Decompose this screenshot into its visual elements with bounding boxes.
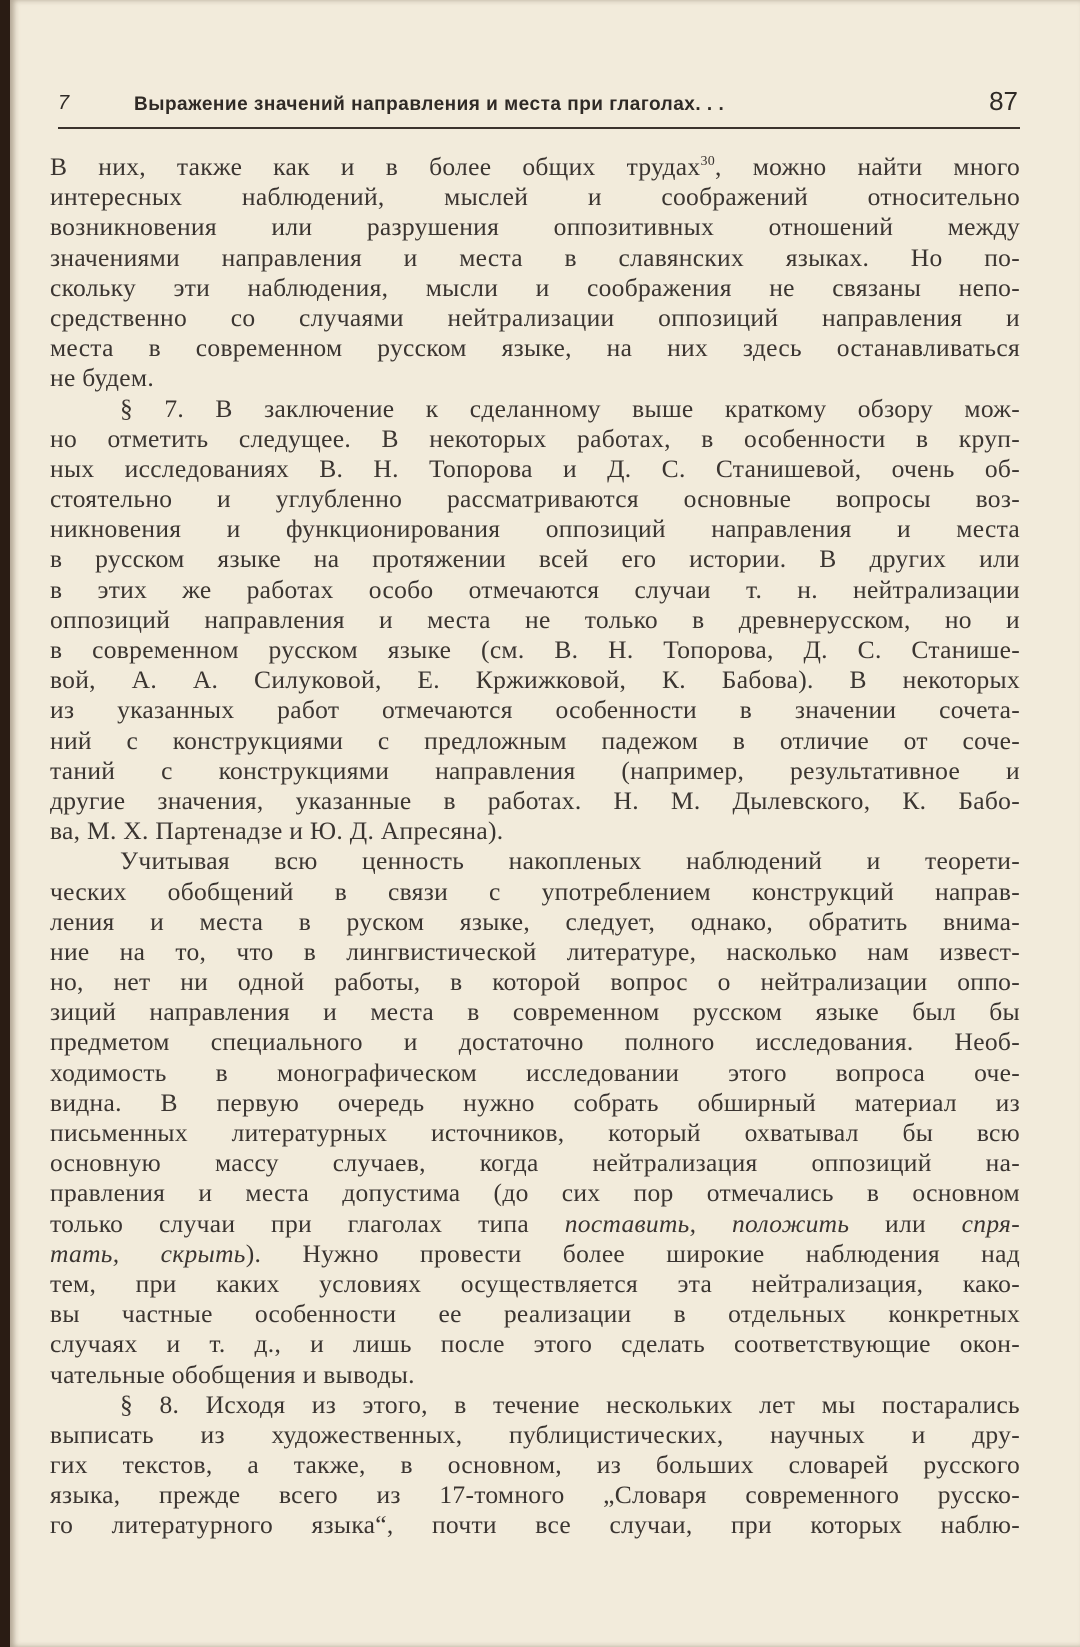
text-line (50, 152, 1020, 182)
text-line: никновения и функционирования оппозиций направления и места (50, 514, 1020, 544)
text-line: ходимость в монографическом исследовании этого вопроса оче- (50, 1057, 1020, 1087)
text-line (50, 1209, 1020, 1239)
text-line: стоятельно и углубленно рассматриваются основные вопросы воз- (50, 484, 1020, 514)
text-line: средственно со случаями нейтрализации оппозиций направления и (50, 302, 1020, 332)
text-line: зиций направления и места в современном русском языке был бы (50, 997, 1020, 1027)
section-7-first-line: § 7. В заключение к сделанному выше краткому обзору мож- (120, 393, 1020, 423)
example-verb: спря- (961, 1208, 1020, 1238)
text-line: таний с конструкциями направления (например, результативное и (50, 755, 1020, 785)
text-line: гих текстов, а также, в основном, из больших словарей русского (50, 1450, 1020, 1480)
text-line: правления и места допустима (до сих пор отмечались в основном (50, 1178, 1020, 1208)
text-line: ние на то, что в лингвистической литературе, насколько нам извест- (50, 936, 1020, 966)
text-fragment: только случаи при глаголах типа (50, 1208, 565, 1238)
text-line: возникновения или разрушения оппозитивных отношений между (50, 212, 1020, 242)
text-line: тем, при каких условиях осуществляется эта нейтрализация, како- (50, 1268, 1020, 1298)
text-line: случаях и т. д., и лишь после этого сделать соответствующие окон- (50, 1329, 1020, 1359)
running-header (58, 86, 1018, 118)
text-line: оппозиций направления и места не только в древнерусском, но и (50, 604, 1020, 634)
text-line: го литературного языка“, почти все случаи, при которых наблю- (50, 1510, 1020, 1540)
text-line: ных исследованиях В. Н. Топорова и Д. С. Станишевой, очень об- (50, 453, 1020, 483)
text-line: ческих обобщений в связи с употреблением конструкций направ- (50, 876, 1020, 906)
header-rule (58, 127, 1020, 129)
text-line: письменных литературных источников, который охватывал бы всю (50, 1118, 1020, 1147)
text-line: в современном русском языке (см. В. Н. Топорова, Д. С. Станише- (50, 635, 1020, 664)
text-line: но, нет ни одной работы, в которой вопрос о нейтрализации оппо- (50, 967, 1020, 997)
text-line: в этих же работах особо отмечаются случаи т. н. нейтрализации (50, 574, 1020, 604)
text-line: языка, прежде всего из 17-томного „Словаря современного русско- (50, 1480, 1020, 1510)
text-line: основную массу случаев, когда нейтрализация оппозиций на- (50, 1148, 1020, 1178)
text-line: в русском языке на протяжении всей его истории. В других или (50, 544, 1020, 574)
text-line: значениями направления и места в славянских языках. Но по- (50, 242, 1020, 272)
text-line: выписать из художественных, публицистических, научных и дру- (50, 1419, 1020, 1449)
text-fragment: , (689, 1208, 732, 1238)
example-verb: тать, скрыть (50, 1238, 246, 1268)
text-fragment: ). Нужно провести более широкие наблюдения над (245, 1238, 1020, 1268)
text-line: другие значения, указанные в работах. Н. М. Дылевского, К. Бабо- (50, 785, 1020, 815)
text-line: но отметить следущее. В некоторых работах, в особенности в круп- (50, 423, 1020, 453)
example-verb: поставить (564, 1208, 690, 1238)
text-line: ва, М. Х. Партенадзе и Ю. Д. Апресяна). (50, 816, 504, 846)
text-line: вы частные особенности ее реализации в отдельных конкретных (50, 1299, 1020, 1329)
text-line: скольку эти наблюдения, мысли и соображения не связаны непо- (50, 272, 1020, 302)
chapter-number: 7 (58, 92, 70, 114)
text-line: ний с конструкциями с предложным падежом в отличие от соче- (50, 725, 1020, 755)
text-line: не будем. (50, 363, 154, 393)
text-line: видна. В первую очередь нужно собрать обширный материал из (50, 1087, 1020, 1117)
book-page (10, 0, 1080, 1647)
body-text (50, 152, 1020, 1541)
text-line: интересных наблюдений, мыслей и соображений относительно (50, 182, 1020, 212)
section-8-first-line: § 8. Исходя из этого, в течение нескольких лет мы постарались (120, 1389, 1020, 1419)
text-fragment: , можно найти много (715, 152, 1020, 181)
text-line: вой, А. А. Силуковой, Е. Кржижковой, К. Бабова). В некоторых (50, 665, 1020, 695)
text-line: из указанных работ отмечаются особенности в значении сочета- (50, 695, 1020, 725)
footnote-marker[interactable]: 30 (700, 154, 716, 169)
text-line: чательные обобщения и выводы. (50, 1359, 415, 1389)
text-line: ления и места в руском языке, следует, однако, обратить внима- (50, 906, 1020, 936)
text-line (50, 1239, 1020, 1269)
text-fragment: В них, также как и в более общих трудах (50, 152, 701, 181)
text-line: Учитывая всю ценность накопленых наблюдений и теорети- (120, 846, 1020, 876)
running-title: Выражение значений направления и места при глаголах. . . (134, 94, 725, 115)
text-line: предметом специального и достаточно полного исследования. Необ- (50, 1027, 1020, 1057)
page-number: 87 (989, 86, 1018, 116)
text-fragment: или (849, 1208, 962, 1238)
text-line: места в современном русском языке, на них здесь останавливаться (50, 333, 1020, 363)
example-verb: положить (732, 1208, 850, 1238)
